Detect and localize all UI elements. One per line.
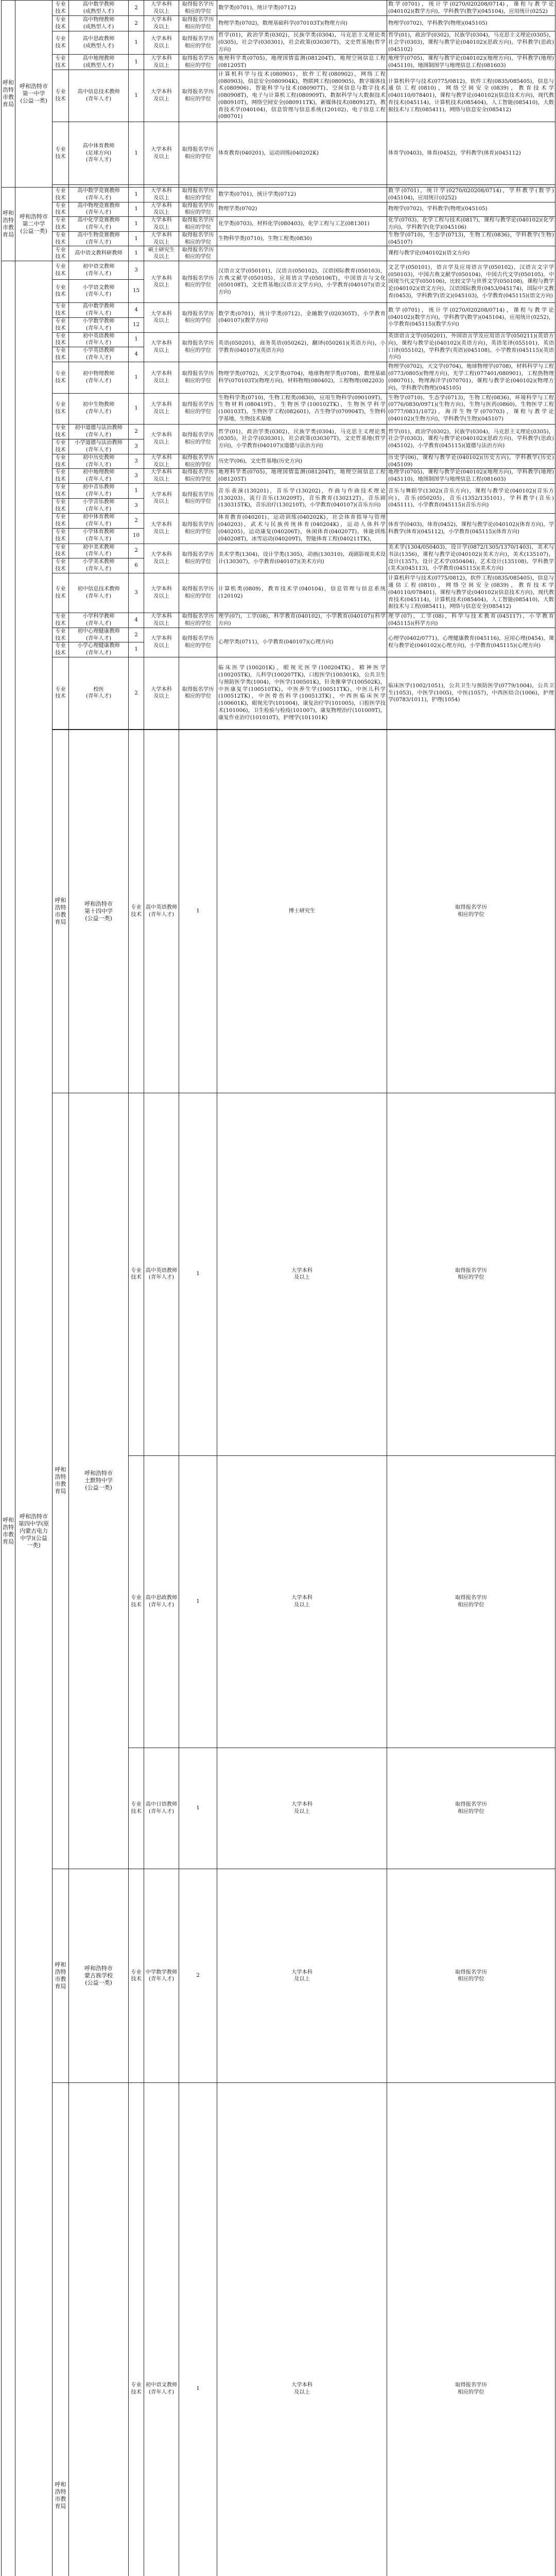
hiring-count-cell: 6 [129, 558, 144, 573]
post-type-cell: 专业 技术 [53, 393, 69, 424]
table-row [2, 483, 555, 498]
table-row [2, 231, 555, 246]
position-name-cell: 初中美术教师 (青年人才) [69, 544, 129, 558]
education-cell: 大学本科 及以上 [144, 202, 179, 217]
degree-cell: 取得报名学历 相应的学位 [179, 469, 217, 484]
hiring-count-cell: 1 [129, 362, 144, 393]
department-cell: 呼和 浩特 市教 育局 [53, 2083, 69, 2576]
degree-cell: 取得报名学历 相应的学位 [179, 393, 217, 424]
table-row [2, 332, 555, 347]
table-row [2, 217, 555, 232]
education-cell: 大学本科 及以上 [217, 1093, 387, 1456]
post-type-cell: 专业 技术 [53, 362, 69, 393]
graduate-major-cell: 英语语言文学(050201)，外国语言学及应用语言学(050211)(英语方向)，课程与教学论(040102)(英语方向)，英语笔译(055101)，英语口译(055102)，学科教学(英语)(045108)，小学教育(045115)(英语方向) [387, 332, 555, 362]
position-name-cell: 初中道德与法治教师 (青年人才) [69, 424, 129, 439]
hiring-count-cell: 1 [179, 1748, 217, 1869]
position-name-cell: 小学音乐教师 (青年人才) [69, 498, 129, 513]
hiring-count-cell: 3 [129, 573, 144, 613]
hiring-count-cell: 12 [129, 317, 144, 332]
graduate-major-cell: 化学(0703)，化学工程与技术(0817)，课程与教学论(040102)(化学方向)，学科教学(化学)(045106) [387, 217, 555, 232]
education-cell: 大学本科 及以上 [144, 31, 179, 55]
hiring-count-cell: 1 [129, 202, 144, 217]
post-type-cell: 专业 技术 [53, 332, 69, 347]
education-cell: 大学本科 及以上 [144, 513, 179, 544]
table-row [2, 424, 555, 439]
degree-cell: 取得报名学历 相应的学位 [387, 1869, 555, 2083]
hiring-count-cell: 1 [179, 1093, 217, 1456]
position-name-cell: 高中物理竞赛教师 (青年人才) [69, 202, 129, 217]
post-type-cell: 专业 技术 [53, 231, 69, 246]
hiring-count-cell: 1 [129, 55, 144, 70]
post-type-cell: 专业 技术 [129, 730, 144, 1093]
post-type-cell: 专业 技术 [53, 642, 69, 657]
undergrad-major-cell: 生物科学类(0710)，生物工程类(0830)，应用生物科学(090109T)，生物材料(080419T)，生物医学(100102TK)，生物医学科学(100103T)，生物医学工程(082601)，古生物学(070904T)，生物科学基地，生物技术基地 [217, 393, 387, 424]
hiring-count-cell: 1 [129, 70, 144, 122]
post-type-cell: 专业 技术 [53, 498, 69, 513]
undergrad-major-cell: 心理学类(0711)，小学教育(040107)(心理方向) [217, 628, 387, 657]
position-name-cell: 小学心理健康教师 (青年人才) [69, 642, 129, 657]
degree-cell: 取得报名学历 相应的学位 [179, 188, 217, 202]
degree-cell: 取得报名学历 相应的学位 [179, 513, 217, 544]
position-name-cell: 初中音乐教师 (青年人才) [69, 483, 129, 498]
position-name-cell: 初中语文教师 (青年人才) [69, 261, 129, 280]
graduate-major-cell: 哲学(01)，政治学(0302)，民族学(0304)，马克思主义理论(0305)，社会学(0303)，课程与教学论(040102)(思政方向)，学科教学(思政)(045102)，小学教育(045115)(道德与法治方向) [387, 424, 555, 454]
hiring-count-cell: 1 [129, 483, 144, 498]
table-row [2, 202, 555, 217]
position-name-cell: 高中信息技术教师 (青年人才) [69, 70, 129, 122]
hiring-count-cell: 4 [129, 613, 144, 628]
education-cell: 大学本科 及以上 [144, 261, 179, 303]
hiring-count-cell: 3 [129, 498, 144, 513]
undergrad-major-cell: 历史学(06)，文史哲基地(历史方向) [217, 454, 387, 469]
table-row [2, 469, 555, 484]
graduate-major-cell: 生物学(0710)，生态学(0713)，生物工程(0836)，学科教学(生物)(045107) [387, 231, 555, 246]
undergrad-major-cell: 地理科学类(0705)，地理国情监测(081204T)，地理空间信息工程(081205T) [217, 55, 387, 70]
degree-cell: 取得报名学历 相应的学位 [179, 261, 217, 303]
post-type-cell: 专业 技术 [53, 558, 69, 573]
post-type-cell: 专业 技术 [129, 1748, 144, 1869]
position-name-cell: 初中物理教师 (青年人才) [69, 362, 129, 393]
hiring-count-cell: 1 [179, 1456, 217, 1748]
table-row [2, 362, 555, 393]
position-name-cell: 小学数学教师 (青年人才) [69, 317, 129, 332]
education-cell: 大学本科 及以上 [144, 573, 179, 613]
education-cell: 大学本科 及以上 [144, 469, 179, 484]
post-type-cell: 专业 技术 [53, 528, 69, 544]
graduate-major-cell: 物理学(0702)，学科教学(物理)(045105) [387, 202, 555, 217]
degree-cell: 取得报名学历 相应的学位 [179, 217, 217, 232]
degree-cell: 取得报名学历 相应的学位 [179, 231, 217, 246]
graduate-major-cell: 哲学(01)，政治学(0302)，民族学(0304)，马克思主义理论(0305)，社会学(0303)，课程与教学论(040102)(思政方向)，学科教学(思政)(045102) [387, 31, 555, 55]
undergrad-major-cell: 美术学类(1304)，设计学类(1305)，动画(130310)，戏剧影视美术设计(130307)，小学教育(040107)(美术方向) [217, 544, 387, 573]
education-cell: 大学本科 及以上 [144, 483, 179, 513]
department-cell: 呼和 浩特 市教 育局 [53, 730, 69, 1093]
education-cell: 大学本科 及以上 [144, 303, 179, 332]
undergrad-major-cell: 哲学(01)，政治学类(0302)，民族学类(0304)，马克思主义理论类(0305)，社会学(030301)，社会政策(030307T)，文史哲基地(哲学方向) [217, 31, 387, 55]
position-name-cell: 初中体育教师 (青年人才) [69, 513, 129, 528]
table-row [2, 16, 555, 31]
position-name-cell: 高中日语教师 (青年人才) [144, 1748, 179, 1869]
degree-cell: 取得报名学历 相应的学位 [179, 332, 217, 362]
position-name-cell: 高中语文教科研教师 [69, 246, 129, 261]
department-cell: 呼和 浩特 市教 育局 [53, 1869, 69, 2083]
education-cell: 大学本科 及以上 [144, 217, 179, 232]
degree-cell: 取得报名学历 相应的学位 [387, 1456, 555, 1748]
undergrad-major-cell: 地理科学类(0705)，地理国情监测(081204T)，地理空间信息工程(081205T) [217, 469, 387, 484]
table-row [2, 188, 555, 202]
hiring-count-cell: 2 [129, 424, 144, 439]
recruitment-table [1, 0, 555, 2576]
post-type-cell: 专业 技术 [129, 1869, 144, 2083]
post-type-cell: 专业 技术 [53, 424, 69, 439]
position-name-cell: 小学美术教师 (青年人才) [69, 558, 129, 573]
hiring-count-cell: 3 [129, 454, 144, 469]
post-type-cell: 专业 技术 [53, 261, 69, 280]
undergrad-major-cell: 物理学类(0702) [217, 202, 387, 217]
degree-cell: 取得报名学历 相应的学位 [179, 246, 217, 261]
hiring-count-cell: 2 [129, 1, 144, 16]
position-name-cell: 高中体育教师 (足球方向) (青年人才) [69, 122, 129, 185]
post-type-cell: 专业 技术 [53, 31, 69, 55]
post-type-cell: 专业 技术 [129, 1456, 144, 1748]
graduate-major-cell: 音乐与舞蹈学(1302)(音乐方向)，课程与教学论(040102)(音乐方向)，音乐(050205)，音乐(1352/135101)，学科教学(音乐)(045111)，小学教育(045115)(音乐方向) [387, 483, 555, 513]
degree-cell: 取得报名学历 相应的学位 [387, 2083, 555, 2576]
education-cell: 大学本科 及以上 [144, 424, 179, 454]
employer-cell: 呼和浩特市 第一中学 (公益一类) [15, 1, 53, 188]
post-type-cell: 专业 技术 [53, 280, 69, 303]
degree-cell: 取得报名学历 相应的学位 [179, 202, 217, 217]
undergrad-major-cell: 化学类(0703)，材料化学(080403)，化学工程与工艺(081301) [217, 217, 387, 232]
table-row [2, 1093, 555, 1456]
education-cell: 大学本科 及以上 [144, 1, 179, 16]
position-name-cell: 高中英语教师 (青年人才) [144, 1093, 179, 1456]
degree-cell: 取得报名学历 相应的学位 [179, 573, 217, 613]
undergrad-major-cell [217, 246, 387, 261]
position-name-cell: 初中心理健康教师 (青年人才) [69, 628, 129, 642]
table-row [2, 70, 555, 122]
post-type-cell: 专业 技术 [53, 202, 69, 217]
position-name-cell: 中学数学教师 (青年人才) [144, 1869, 179, 2083]
degree-cell: 取得报名学历 相应的学位 [179, 303, 217, 332]
post-type-cell: 专业 技术 [53, 347, 69, 362]
position-name-cell: 小学体育教师 (青年人才) [69, 528, 129, 544]
undergrad-major-cell: 生物科学类(0710)，生物工程类(0830) [217, 231, 387, 246]
position-name-cell: 高中数学教师 (成熟型人才) [69, 1, 129, 16]
graduate-major-cell: 数学(0701)，统计学(0270/020208/0714)，课程与教学论(040102)(数学方向)，学科教学(数学)(045104)，应用统计(0252) [387, 1, 555, 16]
post-type-cell: 专业 技术 [53, 16, 69, 31]
employer-cell: 呼和浩特市 第四中学(原 内蒙古电力 中学)(公益 一类) [15, 261, 53, 2576]
employer-cell: 呼和浩特市 第二中学 (公益一类) [15, 188, 53, 261]
position-name-cell: 初中语文教师 (青年人才) [144, 2083, 179, 2576]
table-row [2, 303, 555, 318]
hiring-count-cell: 3 [129, 469, 144, 484]
employer-cell: 呼和浩特市 蒙古族学校 (公益一类) [69, 1869, 129, 2083]
hiring-count-cell: 2 [129, 16, 144, 31]
post-type-cell: 专业 技术 [53, 513, 69, 528]
post-type-cell: 专业 技术 [53, 55, 69, 70]
degree-cell: 取得报名学历 相应的学位 [179, 16, 217, 31]
hiring-count-cell: 4 [129, 347, 144, 362]
graduate-major-cell: 计算机科学与技术(0775/0812)，软件工程(0835/085405)，信息与通信工程(0810)，网络空间安全(0839)，教育技术学(040110/078401)，课程与教学论(040102)(信息技术方向)，现代教育技术(045114)，计算机技术(085404)，人工智能(085410)，大数据技术与工程(085411)，网络与信息安全(085412) [387, 70, 555, 122]
position-name-cell: 小学科学教师 (青年人才) [69, 613, 129, 628]
graduate-major-cell: 地理学(0705)，课程与教学论(040102)(地理方向)，学科教学(地理)(045110)，地图制图学与地理信息工程(081603) [387, 469, 555, 484]
degree-cell: 取得报名学历 相应的学位 [387, 1093, 555, 1456]
education-cell: 大学本科 及以上 [144, 613, 179, 628]
post-type-cell: 专业 技术 [53, 613, 69, 628]
degree-cell: 取得报名学历 相应的学位 [179, 454, 217, 469]
graduate-major-cell: 美术学(1304/050403)，设计学(0872/1305/1370/1403)，美术与书法(1356)，课程与教学论(040102)(美术方向)，美术(135107)，设计(1357)，设计艺术学(050404)，艺术设计(135108)，学科教学(美术)(045113)，小学教育(045115)(美术方向) [387, 544, 555, 573]
undergrad-major-cell: 临床医学(100201K)，眼视光医学(100204TK)，精神医学(100205TK)，儿科学(100207TK)，口腔医学(100301K)，公共卫生与预防医学类(1004)，中医学(100501K)，针灸推拿学(100502K)，中医康复学(100510TK)，中医养生学(100511TK)，中医儿科学(100512TK)，中医骨伤科学(100513TK)，中西医临床医学(100601K)，眼视光学(101004)，康复治疗学(101005)，口腔医学技术(101006)，卫生检验与检疫(101007)，康复物理治疗(101009T)，康复作业治疗(101010T)，护理学(101101K) [217, 657, 387, 729]
hiring-count-cell: 1 [129, 122, 144, 185]
hiring-count-cell: 1 [129, 332, 144, 347]
degree-cell: 取得报名学历 相应的学位 [179, 544, 217, 573]
education-cell: 大学本科 及以上 [144, 16, 179, 31]
undergrad-major-cell: 哲学(01)，政治学类(0302)，民族学类(0304)，马克思主义理论类(0305)，社会学(030301)，社会政策(030307T)，文史哲基地(哲学方向)，小学教育(040107)(道德与法治方向) [217, 424, 387, 454]
table-row [2, 730, 555, 1093]
position-name-cell: 高中物理教师 (成熟型人才) [69, 16, 129, 31]
graduate-major-cell: 临床医学(1002/1051)，公共卫生与预防医学(0779/1004)，公共卫生(1053)，中医学(1005)，中医(1057)，中西医结合(1006)，护理学(0783/1011)，护理(1054) [387, 657, 555, 729]
hiring-count-cell: 1 [179, 2083, 217, 2576]
position-name-cell: 高中生物竞赛教师 (青年人才) [69, 231, 129, 246]
education-cell: 大学本科 及以上 [217, 1869, 387, 2083]
hiring-count-cell: 1 [129, 246, 144, 261]
undergrad-major-cell: 音乐表演(130201)，音乐学(130202)，作曲与作曲技术理论(130203)，流行音乐(130209T)，音乐教育(130212T)，音乐剧(130315TK)，音乐治疗(130210T)，小学教育(040107)(音乐方向) [217, 483, 387, 513]
position-name-cell: 初中生物教师 (青年人才) [69, 393, 129, 424]
post-type-cell: 专业 技术 [129, 1093, 144, 1456]
department-cell: 呼和 浩特 市教 育局 [2, 261, 15, 2576]
position-name-cell: 小学英语教师 (青年人才) [69, 347, 129, 362]
post-type-cell: 专业 技术 [53, 317, 69, 332]
table-row [2, 513, 555, 528]
department-cell: 呼和 浩特 市教 育局 [2, 1, 15, 188]
hiring-count-cell: 2 [129, 544, 144, 558]
undergrad-major-cell: 英语(050201)，商务英语(050262)，翻译(050261)(英语方向)，小学教育(040107)(英语方向) [217, 332, 387, 362]
degree-cell: 取得报名学历 相应的学位 [387, 730, 555, 1093]
hiring-count-cell: 3 [129, 439, 144, 454]
education-cell: 大学本科 及以上 [144, 628, 179, 657]
post-type-cell: 专业 技术 [53, 628, 69, 642]
hiring-count-cell: 1 [129, 188, 144, 202]
hiring-count-cell: 2 [179, 1869, 217, 2083]
undergrad-major-cell: 物理学类(0702)，天文学类(0704)，地球物理学类(0708)，数理基础科学(070103T)(物理方向)，材料物理(080402)，工程物理(082203) [217, 362, 387, 393]
graduate-major-cell: 数学(0701)，统计学(0270/020208/0714)，课程与教学论(040102)(数学方向)，学科教学(数学)(045104)，应用统计(0252)，小学教育(045115)(数学方向) [387, 303, 555, 332]
graduate-major-cell: 文艺学(050101)，语言学及应用语言学(050102)，汉语言文字学(050103)，中国古典文献学(050104)，中国古代文学(050105)，中国现当代文学(050106)，比较文学与世界文学(050108)，课程与教学论(040102)(语文方向)，汉语国际教育(0453/045174)，国际中文教育(0453)，学科教学(语文)(045103)，小学教育(045115)(语文方向) [387, 261, 555, 303]
graduate-major-cell: 数学(0701)，统计学(0270/020208/0714)，学科教学(数学)(045104)，应用统计(0252) [387, 188, 555, 202]
undergrad-major-cell: 数学类(0701)，统计学类(0712)，金融数学(020305T)，小学教育(040107)(数学方向) [217, 303, 387, 332]
post-type-cell: 专业 技术 [53, 217, 69, 232]
education-cell: 大学本科 及以上 [144, 55, 179, 70]
undergrad-major-cell: 计算机科学与技术(080901)，软件工程(080902)，网络工程(080903)，信息安全(080904K)，物联网工程(080905)，数字媒体技术(080906)，智能科学与技术(080907T)，空间信息与数字技术(080908T)，电子与计算机工程(080909T)，数据科学与大数据技术(080910T)，网络空间安全(080911TK)，新媒体技术(080912T)，教育技术学(040104)，信息管理与信息系统(120102)，电子信息工程(080701) [217, 70, 387, 122]
position-name-cell: 初中信息技术教师 (青年人才) [69, 573, 129, 613]
degree-cell: 取得报名学历 相应的学位 [179, 483, 217, 513]
post-type-cell: 专业 技术 [53, 70, 69, 122]
position-name-cell: 小学语文教师 (青年人才) [69, 280, 129, 303]
post-type-cell: 专业 技术 [53, 483, 69, 498]
post-type-cell: 专业 技术 [53, 1, 69, 16]
degree-cell: 取得报名学历 相应的学位 [179, 70, 217, 122]
education-cell: 大学本科 及以上 [144, 454, 179, 469]
education-cell: 大学本科 及以上 [144, 657, 179, 729]
education-cell: 大学本科 及以上 [144, 231, 179, 246]
employer-cell [69, 2083, 129, 2576]
hiring-count-cell: 3 [129, 261, 144, 280]
position-name-cell: 高中思政教师 (青年人才) [144, 1456, 179, 1748]
hiring-count-cell: 10 [129, 528, 144, 544]
graduate-major-cell: 心理学(0402/0771)，心理健康教育(045116)，应用心理(0454)，课程与教学论(040102)(心理方向)，小学教育(045115)(心理方向) [387, 628, 555, 657]
undergrad-major-cell: 数学类(0701)，统计学类(0712) [217, 1, 387, 16]
post-type-cell: 专业 技术 [53, 544, 69, 558]
hiring-count-cell: 1 [129, 393, 144, 424]
degree-cell: 取得报名学历 相应的学位 [179, 1, 217, 16]
graduate-major-cell: 物理学(0702)，学科教学(物理)(045105) [387, 16, 555, 31]
graduate-major-cell: 计算机科学与技术(0775/0812)，软件工程(0835/085405)，信息与通信工程(0810)，网络空间安全(0839)，教育技术学(040110/078401)，课程与教学论(040102)(信息技术方向)，现代教育技术(045114)，计算机技术(085404)，人工智能(085410)，大数据技术与工程(085411)，网络与信息安全(085412) [387, 573, 555, 613]
education-cell: 大学本科 及以上 [144, 332, 179, 362]
education-cell: 大学本科 及以上 [144, 393, 179, 424]
position-name-cell: 高中数学竞赛教师 (青年人才) [69, 188, 129, 202]
position-name-cell: 高中数学教师 (青年人才) [69, 303, 129, 318]
hiring-count-cell: 1 [129, 31, 144, 55]
education-cell: 大学本科 及以上 [144, 70, 179, 122]
employer-cell: 呼和浩特市 土默特中学 (公益一类) [69, 1093, 129, 1869]
post-type-cell: 专业 技术 [53, 122, 69, 185]
table-row [2, 657, 555, 729]
undergrad-major-cell: 体育教育(040201)，运动训练(040202K)，社会体育指导与管理(040203)，武术与民族传统体育(040204K)，运动人体科学(040205)，运动康复(040206T)，休闲体育(040207T)，体能训练(040208T)，冰雪运动(040209T)，智能体育工程(040211TK)， [217, 513, 387, 544]
position-name-cell: 高中英语教师 (青年人才) [144, 730, 179, 1093]
employer-cell: 呼和浩特市 第十四中学 (公益一类) [69, 730, 129, 1093]
degree-cell: 取得报名学历 相应的学位 [179, 55, 217, 70]
position-name-cell: 小学道德与法治教师 (青年人才) [69, 439, 129, 454]
graduate-major-cell: 地理学(0705)，课程与教学论(040102)(地理方向)，学科教学(地理)(045110)，地图制图学与地理信息工程(081603) [387, 55, 555, 70]
post-type-cell: 专业 技术 [53, 439, 69, 454]
department-cell: 呼和 浩特 市教 育局 [2, 188, 15, 261]
position-name-cell: 高中思政教师 (成熟型人才) [69, 31, 129, 55]
degree-cell: 取得报名学历 相应的学位 [179, 657, 217, 729]
position-name-cell: 初中历史教师 (青年人才) [69, 454, 129, 469]
table-row [2, 628, 555, 642]
table-row [2, 246, 555, 261]
degree-cell: 取得报名学历 相应的学位 [179, 628, 217, 657]
degree-cell: 取得报名学历 相应的学位 [179, 424, 217, 454]
hiring-count-cell: 2 [129, 657, 144, 729]
education-cell: 大学本科 及以上 [144, 122, 179, 185]
graduate-major-cell: 历史学(06)，课程与教学论(040102)(历史方向)，学科教学(历史)(045109) [387, 454, 555, 469]
post-type-cell: 专业 技术 [53, 469, 69, 484]
post-type-cell: 专业 技术 [53, 188, 69, 202]
table-row [2, 2083, 555, 2576]
hiring-count-cell: 15 [129, 280, 144, 303]
undergrad-major-cell: 汉语言文学(050101)，汉语言(050102)，汉语国际教育(050103)，古典文献学(050105)，应用语言学(050106T)，中国语言与文化(050108T)，文史哲基地(汉语言文学方向)，小学教育(040107)(语文方向) [217, 261, 387, 303]
graduate-major-cell: 课程与教学论(040102)(语文方向) [387, 246, 555, 261]
position-name-cell: 校医 (青年人才) [69, 657, 129, 729]
education-cell: 大学本科 及以上 [217, 1456, 387, 1748]
post-type-cell: 专业 技术 [53, 657, 69, 729]
table-row [2, 122, 555, 185]
department-cell: 呼和 浩特 市教 育局 [53, 1093, 69, 1869]
undergrad-major-cell: 体育教育(040201)，运动训练(040202K) [217, 122, 387, 185]
table-row [2, 31, 555, 55]
undergrad-major-cell: 理学(07)，工学(08)，科学教育(040102)，小学教育(040107)(科学方向) [217, 613, 387, 628]
degree-cell: 取得报名学历 相应的学位 [179, 362, 217, 393]
post-type-cell: 专业 技术 [53, 573, 69, 613]
post-type-cell: 专业 技术 [53, 246, 69, 261]
position-name-cell: 初中地理教师 (青年人才) [69, 469, 129, 484]
hiring-count-cell: 1 [179, 730, 217, 1093]
hiring-count-cell: 1 [129, 231, 144, 246]
graduate-major-cell: 理学(07)，工学(08)，科学与技术教育(045117)，小学教育(045115)(科学方向) [387, 613, 555, 628]
table-row [2, 261, 555, 280]
education-cell: 大学本科 及以上 [144, 544, 179, 573]
degree-cell: 取得报名学历 相应的学位 [179, 122, 217, 185]
table-row [2, 573, 555, 613]
table-row [2, 613, 555, 628]
table-row [2, 1869, 555, 2083]
position-name-cell: 高中地理教师 (成熟型人才) [69, 55, 129, 70]
hiring-count-cell: 2 [129, 513, 144, 528]
post-type-cell: 专业 技术 [53, 303, 69, 318]
graduate-major-cell: 物理学(0702)，天文学(0704)，地球物理学(0708)，材料科学与工程(0773/0805)(物理方向)，光学工程(077401/080901)，工程热物理(080701)，物理海洋学(070701)，课程与教学论(040102)(物理方向)，学科教学(物理)(045105) [387, 362, 555, 393]
hiring-count-cell: 1 [129, 642, 144, 657]
hiring-count-cell: 1 [129, 217, 144, 232]
graduate-major-cell: 生物学(0710)，生态学(0713)，生物工程(0836)，环境科学与工程(0776/0830/0971)(生物方向)，生物与医药(0860)，生物医学工程(0777/0831/1072)，海洋生物学(070703)，课程与教学论(040102)(生物方向)，学科教学(生物)(045107) [387, 393, 555, 424]
undergrad-major-cell: 物理学类(0702)，数理基础科学(070103T)(物理方向) [217, 16, 387, 31]
table-row [2, 1, 555, 16]
degree-cell: 取得报名学历 相应的学位 [179, 613, 217, 628]
post-type-cell: 专业 技术 [53, 454, 69, 469]
hiring-count-cell: 4 [129, 303, 144, 318]
degree-cell: 取得报名学历 相应的学位 [387, 1748, 555, 1869]
post-type-cell: 专业 技术 [129, 2083, 144, 2576]
education-cell: 大学本科 及以上 [144, 188, 179, 202]
education-cell: 大学本科 及以上 [217, 2083, 387, 2576]
graduate-major-cell: 体育学(0403)，体育(0452)，课程与教学论(040102)(体育方向)，学科教学(体育)(045112)，小学教育(045115)(体育方向) [387, 513, 555, 544]
education-cell: 博士研究生 [217, 730, 387, 1093]
hiring-count-cell: 2 [129, 628, 144, 642]
position-name-cell: 初中英语教师 (青年人才) [69, 332, 129, 347]
table-row [2, 55, 555, 70]
table-row [2, 454, 555, 469]
graduate-major-cell: 体育学(0403)，体育(0452)，学科教学(体育)(045112) [387, 122, 555, 185]
education-cell: 硕士研究生 及以上 [144, 246, 179, 261]
education-cell: 大学本科 及以上 [144, 362, 179, 393]
undergrad-major-cell: 数学类(0701)，统计学类(0712) [217, 188, 387, 202]
position-name-cell: 高中化学竞赛教师 (青年人才) [69, 217, 129, 232]
education-cell: 大学本科 及以上 [217, 1748, 387, 1869]
table-row [2, 544, 555, 558]
degree-cell: 取得报名学历 相应的学位 [179, 31, 217, 55]
undergrad-major-cell: 计算机类(0809)，教育技术学(040104)，信息管理与信息系统(120102) [217, 573, 387, 613]
table-row [2, 393, 555, 424]
